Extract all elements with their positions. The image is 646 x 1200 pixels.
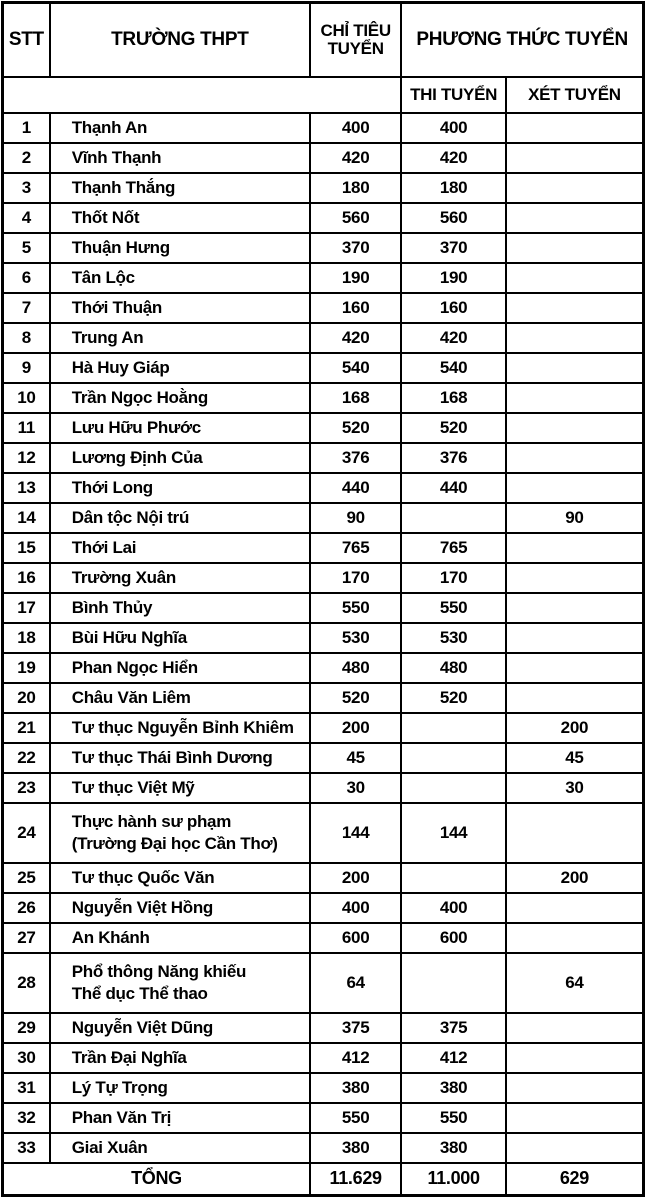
row-school-name [50,503,310,533]
row-admission: 90 [506,503,644,533]
total-exam: 11.000 [401,1163,505,1196]
row-school-name [50,533,310,563]
row-admission [506,653,644,683]
row-stt: 29 [3,1013,50,1043]
school-name-line: Dân tộc Nội trú [71,507,190,527]
row-exam: 560 [401,203,505,233]
row-exam: 370 [401,233,505,263]
table-row [3,593,644,623]
row-admission [506,413,644,443]
row-exam: 520 [401,413,505,443]
row-school-name [50,473,310,503]
row-exam: 160 [401,293,505,323]
school-name-line: Vĩnh Thạnh [71,147,162,167]
row-quota: 520 [310,413,401,443]
header-stt: STT [3,3,50,77]
row-school-name [50,593,310,623]
row-quota: 380 [310,1133,401,1163]
row-stt: 32 [3,1103,50,1133]
row-school-name [50,1043,310,1073]
row-school-name [50,323,310,353]
row-stt: 21 [3,713,50,743]
row-school-name [50,953,310,1013]
row-stt: 31 [3,1073,50,1103]
row-quota: 200 [310,713,401,743]
school-name-line: Phan Ngọc Hiển [71,657,198,677]
table-row [3,653,644,683]
table-row [3,863,644,893]
table-row [3,413,644,443]
row-exam [401,863,505,893]
row-quota: 550 [310,593,401,623]
row-exam: 180 [401,173,505,203]
school-name-line: Thới Lai [71,537,137,557]
row-quota: 45 [310,743,401,773]
row-school-name [50,413,310,443]
school-name-line: Tư thục Quốc Văn [71,867,215,887]
row-school-name [50,563,310,593]
row-admission [506,203,644,233]
row-stt: 27 [3,923,50,953]
row-school-name [50,1013,310,1043]
row-quota: 144 [310,803,401,863]
row-stt: 26 [3,893,50,923]
row-exam: 170 [401,563,505,593]
school-name-line: Thốt Nốt [71,207,140,227]
row-stt: 5 [3,233,50,263]
school-name-line: Thuận Hưng [71,237,170,257]
row-school-name [50,173,310,203]
row-admission [506,803,644,863]
total-label: TỔNG [3,1163,310,1196]
table-row [3,1133,644,1163]
row-exam: 380 [401,1073,505,1103]
row-stt: 10 [3,383,50,413]
header-admission: XÉT TUYỂN [506,77,644,113]
row-quota: 600 [310,923,401,953]
row-stt: 6 [3,263,50,293]
row-admission [506,263,644,293]
table-row [3,233,644,263]
row-school-name [50,383,310,413]
row-stt: 25 [3,863,50,893]
row-stt: 16 [3,563,50,593]
row-exam [401,953,505,1013]
total-row [3,1163,644,1196]
row-stt: 33 [3,1133,50,1163]
school-name-line: An Khánh [71,927,150,947]
row-stt: 19 [3,653,50,683]
header-method-group: PHƯƠNG THỨC TUYỂN [401,3,643,77]
row-admission [506,1133,644,1163]
table-row [3,893,644,923]
header-exam: THI TUYỂN [401,77,505,113]
table-footer [3,1163,644,1196]
table-row [3,473,644,503]
row-school-name [50,263,310,293]
row-school-name [50,803,310,863]
table-row [3,923,644,953]
row-exam: 412 [401,1043,505,1073]
school-name-line: Thới Long [71,477,153,497]
header-row-2 [3,77,644,113]
school-name-line: Trường Xuân [71,567,176,587]
row-admission [506,923,644,953]
row-admission [506,1043,644,1073]
row-quota: 90 [310,503,401,533]
row-school-name [50,353,310,383]
school-name-line: (Trường Đại học Cần Thơ) [71,833,278,853]
header-quota [310,3,401,77]
school-name-line: Thể dục Thể thao [71,983,208,1003]
school-name-line: Tư thục Việt Mỹ [71,777,195,797]
row-admission [506,173,644,203]
school-name-line: Bùi Hữu Nghĩa [71,627,187,647]
row-stt: 1 [3,113,50,143]
row-school-name [50,1103,310,1133]
school-name-line: Thạnh Thắng [71,177,176,197]
row-exam: 550 [401,593,505,623]
header-quota-line2: TUYỂN [327,38,384,58]
row-quota: 420 [310,143,401,173]
row-quota: 550 [310,1103,401,1133]
school-name-line: Tư thục Nguyễn Bỉnh Khiêm [71,717,294,737]
row-quota: 170 [310,563,401,593]
row-school-name [50,653,310,683]
row-exam: 520 [401,683,505,713]
row-admission [506,293,644,323]
school-name-line: Tân Lộc [71,267,135,287]
row-admission [506,143,644,173]
row-quota: 64 [310,953,401,1013]
school-name-line: Châu Văn Liêm [71,687,191,707]
row-quota: 160 [310,293,401,323]
row-admission [506,233,644,263]
row-stt: 9 [3,353,50,383]
row-school-name [50,143,310,173]
table-row [3,743,644,773]
row-quota: 200 [310,863,401,893]
row-admission [506,1103,644,1133]
row-exam [401,713,505,743]
table-row [3,353,644,383]
row-school-name [50,893,310,923]
row-admission [506,1073,644,1103]
school-name-line: Trần Đại Nghĩa [71,1047,187,1067]
total-quota: 11.629 [310,1163,401,1196]
row-admission [506,113,644,143]
row-exam: 480 [401,653,505,683]
school-name-line: Phổ thông Năng khiếu [71,962,247,982]
row-school-name [50,713,310,743]
row-admission [506,353,644,383]
row-exam: 400 [401,113,505,143]
row-quota: 376 [310,443,401,473]
row-quota: 530 [310,623,401,653]
row-exam [401,773,505,803]
row-quota: 480 [310,653,401,683]
row-exam: 600 [401,923,505,953]
row-exam: 380 [401,1133,505,1163]
row-admission [506,1013,644,1043]
row-quota: 400 [310,113,401,143]
table-row [3,713,644,743]
row-exam: 540 [401,353,505,383]
row-admission [506,593,644,623]
row-stt: 30 [3,1043,50,1073]
row-quota: 412 [310,1043,401,1073]
row-school-name [50,863,310,893]
row-admission [506,473,644,503]
row-quota: 380 [310,1073,401,1103]
row-exam: 440 [401,473,505,503]
table-row [3,203,644,233]
total-admission: 629 [506,1163,644,1196]
row-exam [401,503,505,533]
row-school-name [50,233,310,263]
row-stt: 12 [3,443,50,473]
row-stt: 28 [3,953,50,1013]
school-name-line: Nguyễn Việt Dũng [71,1017,214,1037]
row-exam [401,743,505,773]
school-name-line: Thới Thuận [71,297,163,317]
row-quota: 520 [310,683,401,713]
row-school-name [50,203,310,233]
row-stt: 24 [3,803,50,863]
row-stt: 8 [3,323,50,353]
table-row [3,1073,644,1103]
row-school-name [50,773,310,803]
row-quota: 370 [310,233,401,263]
header-school: TRƯỜNG THPT [50,3,310,77]
row-school-name [50,443,310,473]
row-school-name [50,923,310,953]
row-stt: 11 [3,413,50,443]
table-row [3,263,644,293]
row-admission [506,683,644,713]
row-exam: 550 [401,1103,505,1133]
row-school-name [50,683,310,713]
row-exam: 376 [401,443,505,473]
row-exam: 530 [401,623,505,653]
row-quota: 420 [310,323,401,353]
row-quota: 375 [310,1013,401,1043]
school-name-line: Bình Thủy [71,597,153,617]
header-row-1 [3,3,644,77]
row-admission: 200 [506,713,644,743]
school-name-line: Lưu Hữu Phước [71,417,201,437]
row-admission [506,533,644,563]
row-stt: 13 [3,473,50,503]
row-school-name [50,623,310,653]
row-stt: 20 [3,683,50,713]
row-admission: 45 [506,743,644,773]
school-name-line: Thực hành sư phạm [71,812,232,832]
row-admission [506,383,644,413]
table-row [3,383,644,413]
table-body [3,113,644,1163]
row-exam: 190 [401,263,505,293]
table-row [3,1103,644,1133]
school-name-line: Lý Tự Trọng [71,1077,168,1097]
row-exam: 420 [401,143,505,173]
header-empty-cell [3,77,402,113]
row-exam: 168 [401,383,505,413]
enrollment-quota-table [1,1,645,1197]
row-stt: 23 [3,773,50,803]
school-name-line: Hà Huy Giáp [71,357,170,377]
table-row [3,503,644,533]
row-school-name [50,293,310,323]
row-stt: 7 [3,293,50,323]
school-name-line: Giai Xuân [71,1137,148,1157]
row-exam: 400 [401,893,505,923]
header-quota-line1: CHỈ TIÊU [320,20,391,40]
row-stt: 14 [3,503,50,533]
row-quota: 765 [310,533,401,563]
row-admission [506,323,644,353]
row-quota: 180 [310,173,401,203]
row-stt: 3 [3,173,50,203]
row-admission [506,623,644,653]
table-row [3,113,644,143]
row-stt: 17 [3,593,50,623]
row-quota: 30 [310,773,401,803]
table-row [3,1043,644,1073]
row-stt: 22 [3,743,50,773]
school-name-line: Thạnh An [71,117,148,137]
table-row [3,533,644,563]
row-admission [506,893,644,923]
row-quota: 560 [310,203,401,233]
table-row [3,1013,644,1043]
row-quota: 540 [310,353,401,383]
row-quota: 400 [310,893,401,923]
row-school-name [50,1073,310,1103]
school-name-line: Trung An [71,327,144,347]
row-school-name [50,113,310,143]
row-exam: 375 [401,1013,505,1043]
row-stt: 18 [3,623,50,653]
table-row [3,773,644,803]
row-admission [506,443,644,473]
school-name-line: Lương Định Của [71,447,203,467]
table-row [3,323,644,353]
row-exam: 420 [401,323,505,353]
table-header [3,3,644,113]
row-quota: 190 [310,263,401,293]
school-name-line: Trần Ngọc Hoằng [71,387,208,407]
table-row [3,443,644,473]
table-row [3,803,644,863]
row-exam: 144 [401,803,505,863]
row-admission [506,563,644,593]
school-name-line: Phan Văn Trị [71,1107,172,1127]
table-row [3,143,644,173]
row-school-name [50,743,310,773]
table-row [3,293,644,323]
row-exam: 765 [401,533,505,563]
table-row [3,953,644,1013]
table-row [3,563,644,593]
school-name-line: Tư thục Thái Bình Dương [71,747,273,767]
row-stt: 4 [3,203,50,233]
row-stt: 2 [3,143,50,173]
table-row [3,683,644,713]
table-row [3,173,644,203]
row-admission: 64 [506,953,644,1013]
row-school-name [50,1133,310,1163]
row-admission: 200 [506,863,644,893]
school-name-line: Nguyễn Việt Hồng [71,897,214,917]
table-row [3,623,644,653]
row-stt: 15 [3,533,50,563]
row-admission: 30 [506,773,644,803]
row-quota: 440 [310,473,401,503]
row-quota: 168 [310,383,401,413]
